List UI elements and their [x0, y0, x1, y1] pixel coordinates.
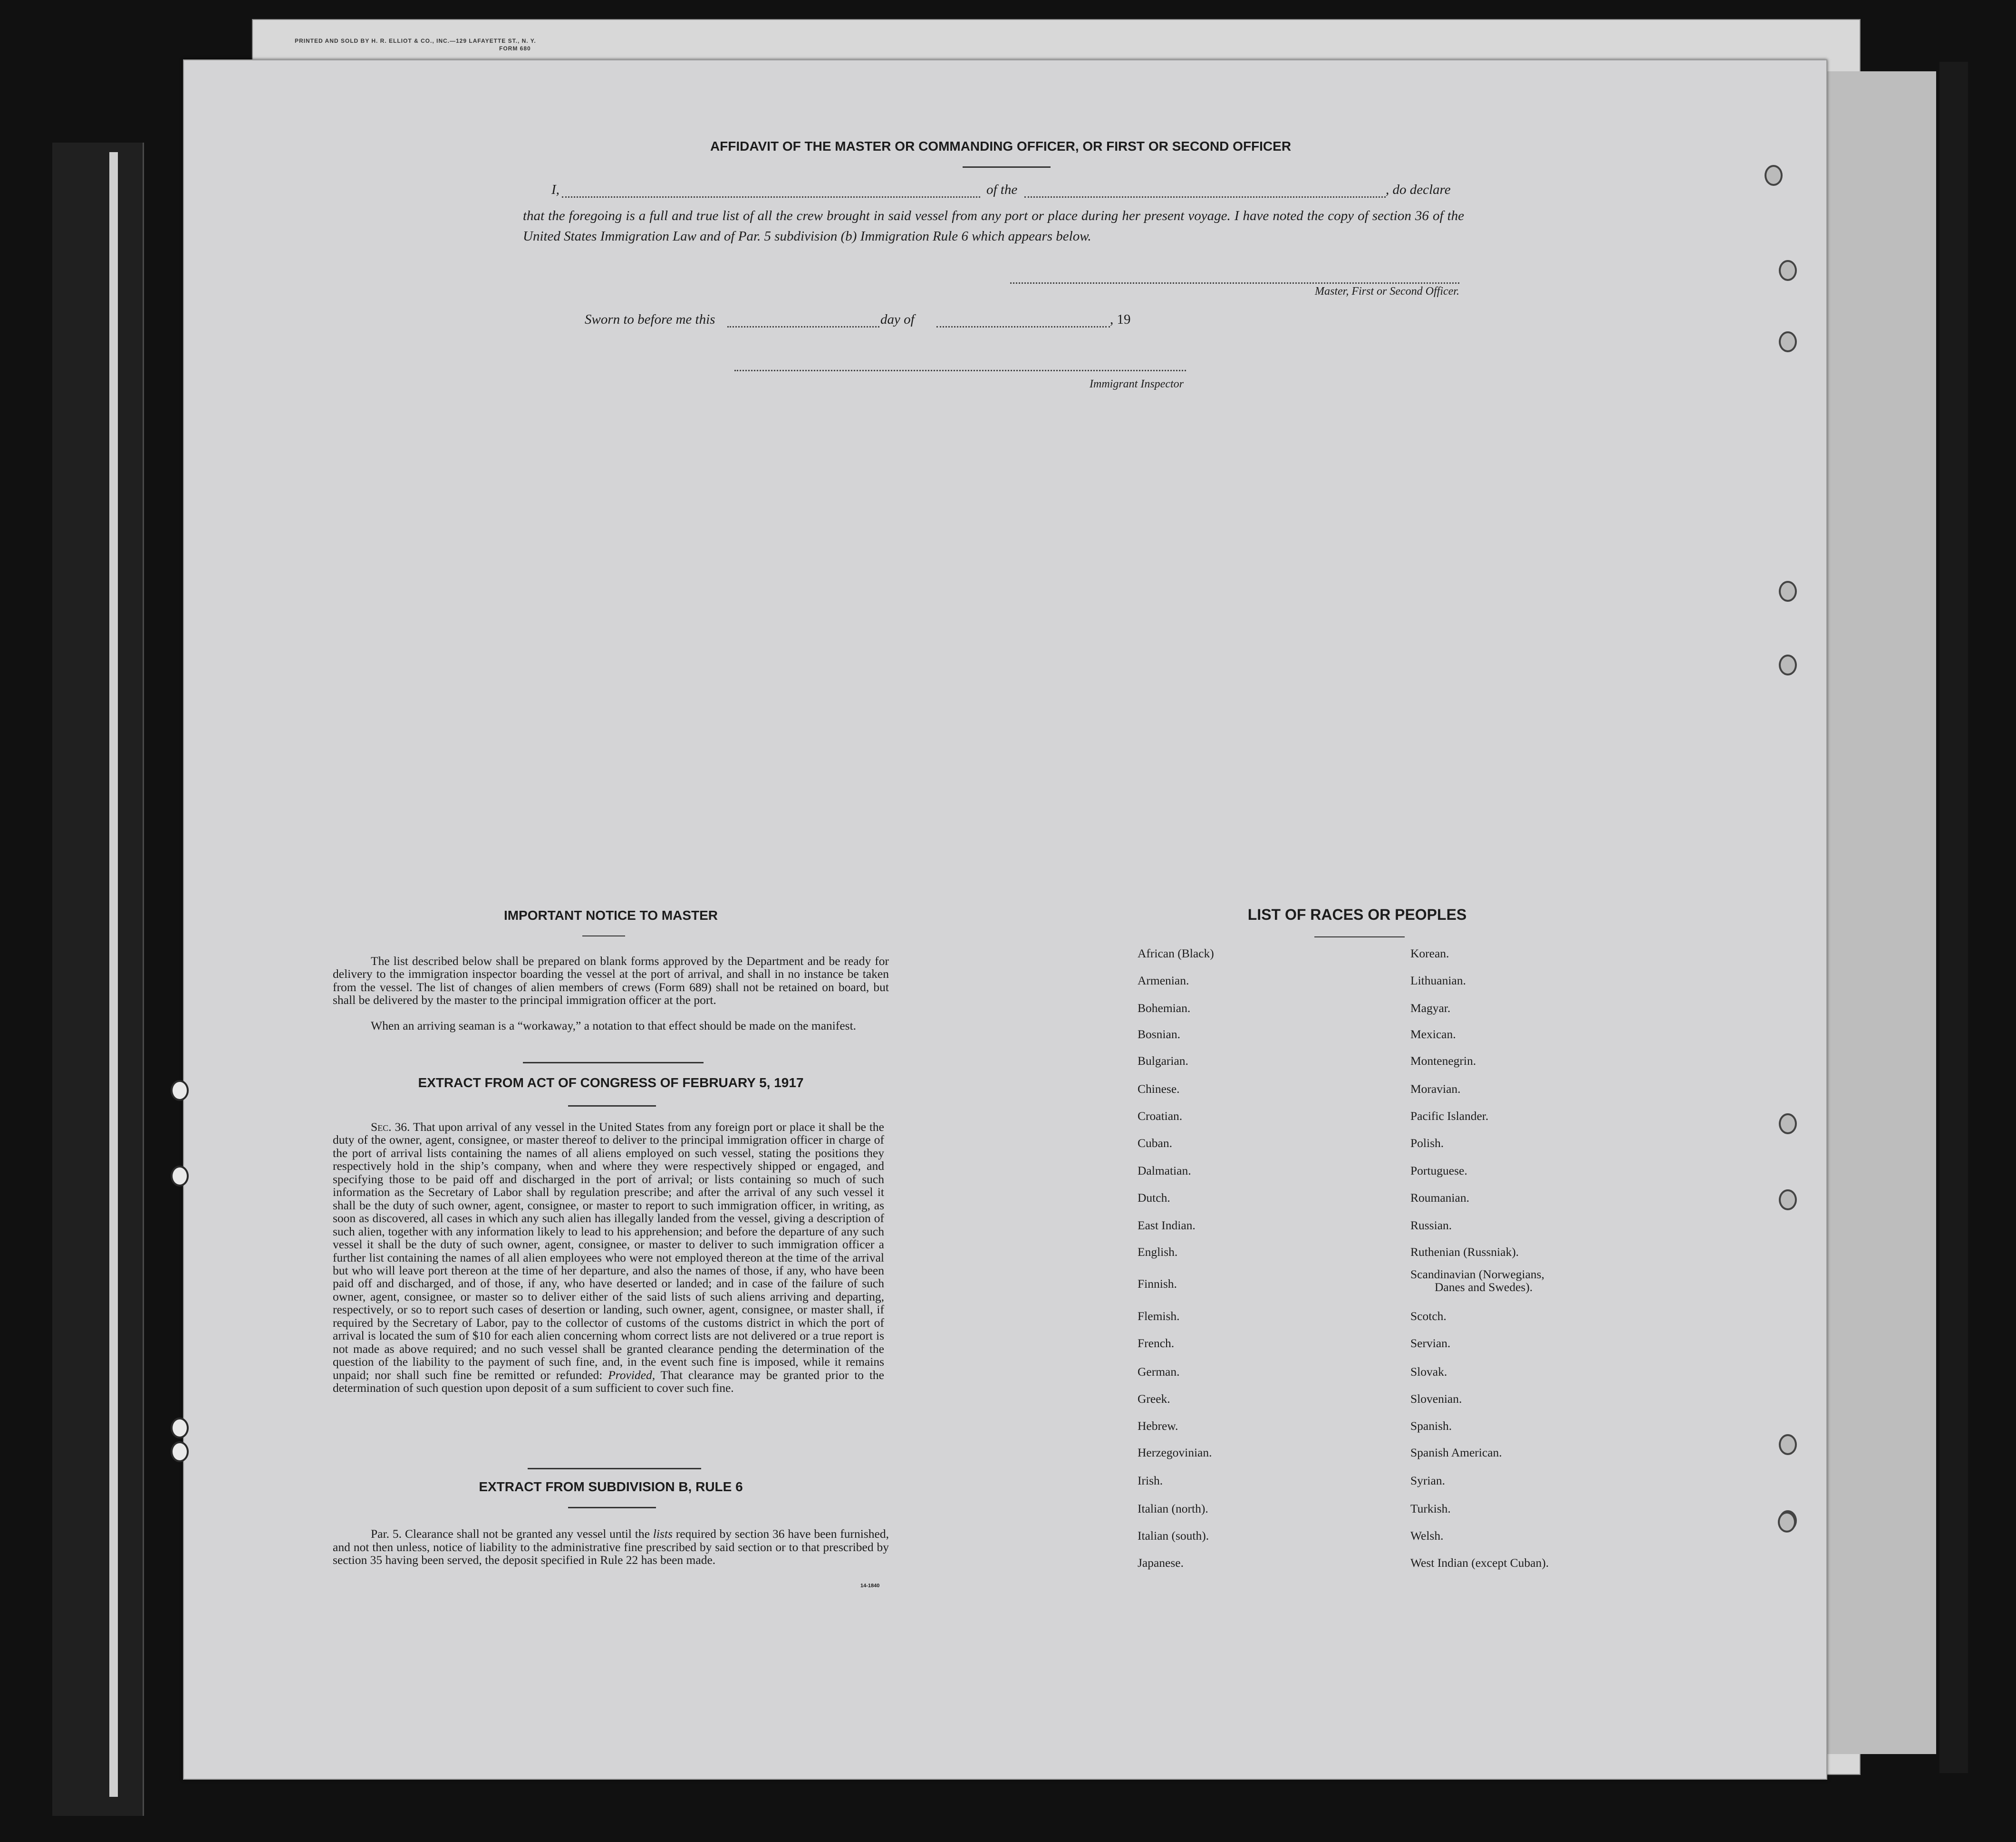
race-entry: Spanish American. [1410, 1446, 1502, 1459]
vessel-name-field[interactable] [1024, 196, 1386, 198]
race-entry: African (Black) [1138, 946, 1214, 960]
race-entry: Chinese. [1138, 1082, 1180, 1096]
title-rule [963, 166, 1051, 168]
punch-hole [1779, 260, 1797, 281]
race-entry: Russian. [1410, 1218, 1452, 1232]
sworn-text: Sworn to before me this [585, 312, 715, 327]
notice-paragraph-1: The list described below shall be prepared on blank forms approved by the Department and be ready for delivery to the immigration inspector boarding the vessel at the port of arrival, and shall in no instance be taken from the vessel. The list of changes of alien members of crews (Form 689) shall not be retained on board, but shall be delivered by the master to the principal immigration officer at the port. [333, 954, 889, 1007]
extract-rule-title: EXTRACT FROM SUBDIVISION B, RULE 6 [479, 1479, 743, 1494]
race-entry: Cuban. [1138, 1136, 1172, 1150]
punch-hole [1778, 1512, 1796, 1533]
race-entry: Turkish. [1410, 1502, 1451, 1515]
officer-signature-label: Master, First or Second Officer. [1315, 285, 1459, 298]
notice-rule [582, 935, 625, 936]
race-entry: West Indian (except Cuban). [1410, 1556, 1549, 1570]
race-entry: Slovenian. [1410, 1392, 1462, 1406]
race-entry: Servian. [1410, 1336, 1451, 1350]
punch-hole [1779, 1189, 1797, 1210]
punch-hole [171, 1080, 189, 1101]
races-rule [1314, 936, 1405, 937]
punch-hole [1779, 1434, 1797, 1455]
punch-hole [1779, 1113, 1797, 1134]
punch-hole [171, 1166, 189, 1186]
punch-hole [1765, 165, 1783, 186]
race-entry: Italian (north). [1138, 1502, 1208, 1515]
officer-signature-field[interactable] [1010, 282, 1459, 284]
race-entry: Scandinavian (Norwegians, [1410, 1267, 1544, 1281]
form-code: 14-1840 [860, 1583, 880, 1589]
race-entry: Portuguese. [1410, 1164, 1467, 1177]
race-entry: East Indian. [1138, 1218, 1196, 1232]
sworn-day-field[interactable] [727, 326, 879, 328]
declaration-line [551, 182, 1464, 201]
race-entry: Syrian. [1410, 1474, 1445, 1487]
race-entry: Mexican. [1410, 1027, 1456, 1041]
affidavit-paragraph: that the foregoing is a full and true list of all the crew brought in said vessel from any port or place during her present voyage. I have noted the copy of section 36 of the United States Immigration Law and of Par. 5 subdivision (b) Immigration Rule 6 which appears below. [523, 208, 1464, 244]
provided-word: Provided, [608, 1368, 656, 1382]
race-entry: Korean. [1410, 946, 1449, 960]
race-entry: Bohemian. [1138, 1001, 1191, 1015]
race-entry: Croatian. [1138, 1109, 1183, 1123]
race-entry: Welsh. [1410, 1529, 1444, 1543]
binder-edge-left [52, 143, 144, 1816]
inspector-signature-label: Immigrant Inspector [1090, 378, 1184, 390]
race-entry: French. [1138, 1336, 1175, 1350]
sec-36-proviso: That clearance may be granted prior to the determination of such question upon deposit of a sum sufficient to cover such fine. [333, 1368, 884, 1395]
race-entry: Slovak. [1410, 1365, 1447, 1379]
affidavit-title: AFFIDAVIT OF THE MASTER OR COMMANDING OFFICER, OR FIRST OR SECOND OFFICER [710, 139, 1292, 154]
race-entry: Pacific Islander. [1410, 1109, 1489, 1123]
printer-line: PRINTED AND SOLD BY H. R. ELLIOT & CO., INC.—129 LAFAYETTE ST., N. Y. [295, 38, 536, 44]
punch-hole [171, 1418, 189, 1438]
punch-hole [171, 1441, 189, 1462]
section-rule [523, 1062, 704, 1063]
race-entry: Armenian. [1138, 974, 1189, 987]
form-number: FORM 680 [499, 45, 531, 52]
race-entry: Scotch. [1410, 1309, 1447, 1323]
declarant-name-field[interactable] [562, 196, 980, 198]
race-entry: Greek. [1138, 1392, 1170, 1406]
declarant-prefix: I, [551, 182, 559, 197]
race-entry: Irish. [1138, 1474, 1163, 1487]
punch-hole [1779, 655, 1797, 675]
section-36-text [333, 1120, 884, 1395]
section-rule [528, 1468, 701, 1469]
extract-act-title: EXTRACT FROM ACT OF CONGRESS OF FEBRUARY 5, 1917 [418, 1075, 804, 1090]
race-entry: Japanese. [1138, 1556, 1184, 1570]
race-entry: Ruthenian (Russniak). [1410, 1245, 1519, 1259]
lists-word: lists [653, 1527, 673, 1541]
race-entry: Finnish. [1138, 1277, 1177, 1291]
races-title: LIST OF RACES OR PEOPLES [1247, 906, 1467, 923]
inspector-signature-field[interactable] [734, 370, 1186, 371]
race-entry-continuation: Danes and Swedes). [1435, 1280, 1533, 1294]
notice-title: IMPORTANT NOTICE TO MASTER [503, 908, 718, 923]
sworn-line [585, 312, 1203, 331]
race-entry: Bosnian. [1138, 1027, 1180, 1041]
race-entry: Hebrew. [1138, 1419, 1178, 1433]
extract-rule [568, 1105, 656, 1107]
notice-paragraph-2: When an arriving seaman is a “workaway,” a notation to that effect should be made on the manifest. [371, 1019, 857, 1032]
sec-36-label: Sec. 36. [371, 1120, 410, 1134]
par-5-body-a: Clearance shall not be granted any vessel until the [405, 1527, 650, 1541]
race-entry: Bulgarian. [1138, 1054, 1188, 1068]
paragraph-5-text [333, 1527, 889, 1567]
sec-36-body: That upon arrival of any vessel in the United States from any foreign port or place it shall be the duty of the owner, agent, consignee, or master thereof to deliver to the principal immigration officer in charge of the port of arrival lists containing the names of all aliens employed on such vessel, stating the positions they respectively hold in the ship’s company, when and where they were respectively shipped or engaged, and specifying those to be paid off and discharged in the port of arrival; or lists containing so much of such information as the Secretary of Labor shall by regulation prescribe; and after the arrival of any such vessel it shall be the duty of such owner, agent, consignee, or master to report to such immigration officer, in writing, as soon as discovered, all cases in which any such alien has illegally landed from the vessel, giving a description of such alien, together with any information likely to lead to his apprehension; and before the departure of any such vessel it shall be the duty of such owner, agent, consignee, or master to deliver to such immigration officer a further list containing the names of all alien employees who were not employed thereon at the time of the arrival but who will leave port thereon at the time of her departure, and also the names of those, if any, who have been paid off and discharged, and of those, if any, who have deserted or landed; and in case of the failure of such owner, agent, consignee, or master so to deliver either of the said lists of such aliens arriving and departing, respectively, or so to report such cases of desertion or landing, such owner, agent, consignee, or master shall, if required by the Secretary of Labor, pay to the collector of customs of the customs district in which the port of arrival is located the sum of $10 for each alien concerning whom correct lists are not delivered or a true report is not made as above required; and no such vessel shall be granted clearance pending the determination of the question of the liability to the payment of such fine, and, in the event such fine is imposed, while it remains unpaid; nor shall such fine be remitted or refunded: [333, 1120, 884, 1382]
race-entry: Dutch. [1138, 1191, 1170, 1205]
race-entry: Magyar. [1410, 1001, 1451, 1015]
race-entry: Herzegovinian. [1138, 1446, 1212, 1459]
par-5-label: Par. 5. [371, 1527, 402, 1541]
par-5-body-b: required by section 36 have been furnished, and not then unless, notice of liability to the administrative fine prescribed by said section or to that prescribed by section 35 having been served, the deposit specified in Rule 22 has been made. [333, 1527, 889, 1567]
of-the-text: of the [986, 182, 1018, 197]
race-entry: Moravian. [1410, 1082, 1461, 1096]
binder-edge-right [1939, 62, 1968, 1773]
race-entry: Italian (south). [1138, 1529, 1209, 1543]
race-entry: German. [1138, 1365, 1180, 1379]
race-entry: Roumanian. [1410, 1191, 1469, 1205]
race-entry: Spanish. [1410, 1419, 1452, 1433]
day-of-text: day of [880, 312, 915, 327]
do-declare-text: , do declare [1386, 182, 1451, 197]
race-entry: Montenegrin. [1410, 1054, 1476, 1068]
race-entry: Lithuanian. [1410, 974, 1466, 987]
punch-hole [1779, 331, 1797, 352]
race-entry: Polish. [1410, 1136, 1444, 1150]
sworn-month-field[interactable] [936, 326, 1110, 328]
binder-page-edge [109, 152, 118, 1797]
printer-header [295, 37, 770, 52]
race-entry: Dalmatian. [1138, 1164, 1191, 1177]
year-prefix: , 19 [1110, 312, 1131, 327]
race-entry: English. [1138, 1245, 1178, 1259]
race-entry: Flemish. [1138, 1309, 1180, 1323]
punch-hole [1779, 581, 1797, 602]
extract-rule [568, 1507, 656, 1508]
